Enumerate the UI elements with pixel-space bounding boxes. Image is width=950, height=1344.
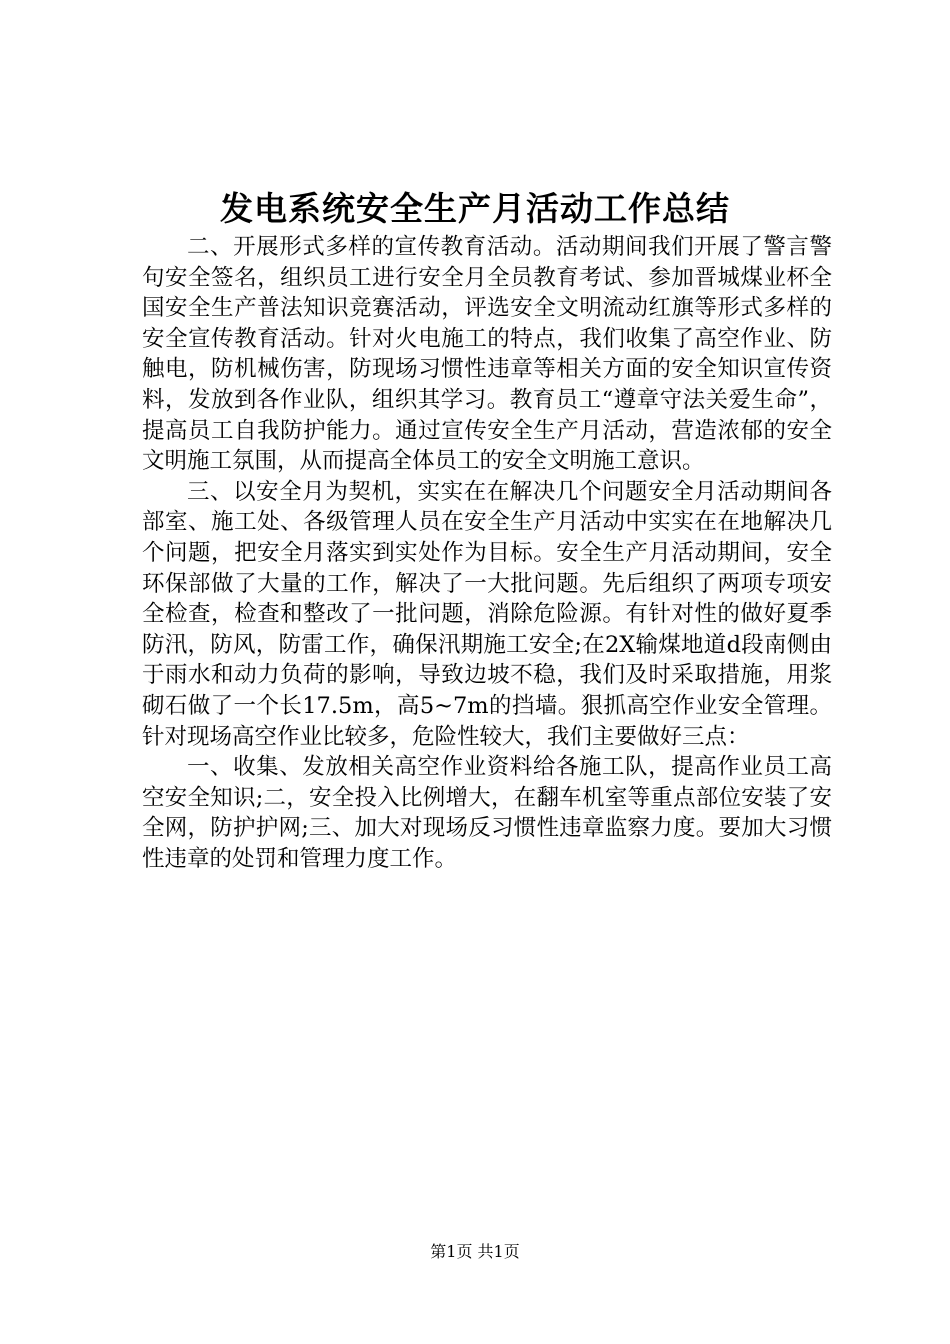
paragraph-high-altitude-measures: 一、收集、发放相关高空作业资料给各施工队，提高作业员工高空安全知识;二，安全投入比例增大，在翻车机室等重点部位安装了安全网，防护护网;三、加大对现场反习惯性违章监察力度。要加大习惯性违章的处罚和管理力度工作。 <box>142 754 832 872</box>
document-body <box>142 232 832 874</box>
page-footer: 第1页 共1页 <box>430 1242 520 1261</box>
document-title: 发电系统安全生产月活动工作总结 <box>220 189 730 228</box>
paragraph-publicity-education: 二、开展形式多样的宣传教育活动。活动期间我们开展了警言警句安全签名，组织员工进行安全月全员教育考试、参加晋城煤业杯全国安全生产普法知识竞赛活动，评选安全文明流动红旗等形式多样的安全宣传教育活动。针对火电施工的特点，我们收集了高空作业、防触电，防机械伤害，防现场习惯性违章等相关方面的安全知识宣传资料，发放到各作业队，组织其学习。教育员工“遵章守法关爱生命”，提高员工自我防护能力。通过宣传安全生产月活动，营造浓郁的安全文明施工氛围，从而提高全体员工的安全文明施工意识。 <box>142 234 832 475</box>
paragraph-safety-month-problems: 三、以安全月为契机，实实在在解决几个问题安全月活动期间各部室、施工处、各级管理人员在安全生产月活动中实实在在地解决几个问题，把安全月落实到实处作为目标。安全生产月活动期间，安全环保部做了大量的工作，解决了一大批问题。先后组织了两项专项安全检查，检查和整改了一批问题，消除危险源。有针对性的做好夏季防汛，防风，防雷工作，确保汛期施工安全;在2X输煤地道d段南侧由于雨水和动力负荷的影响，导致边坡不稳，我们及时采取措施，用浆砌石做了一个长17.5m，高5~7m的挡墙。狠抓高空作业安全管理。针对现场高空作业比较多，危险性较大，我们主要做好三点： <box>142 478 832 750</box>
